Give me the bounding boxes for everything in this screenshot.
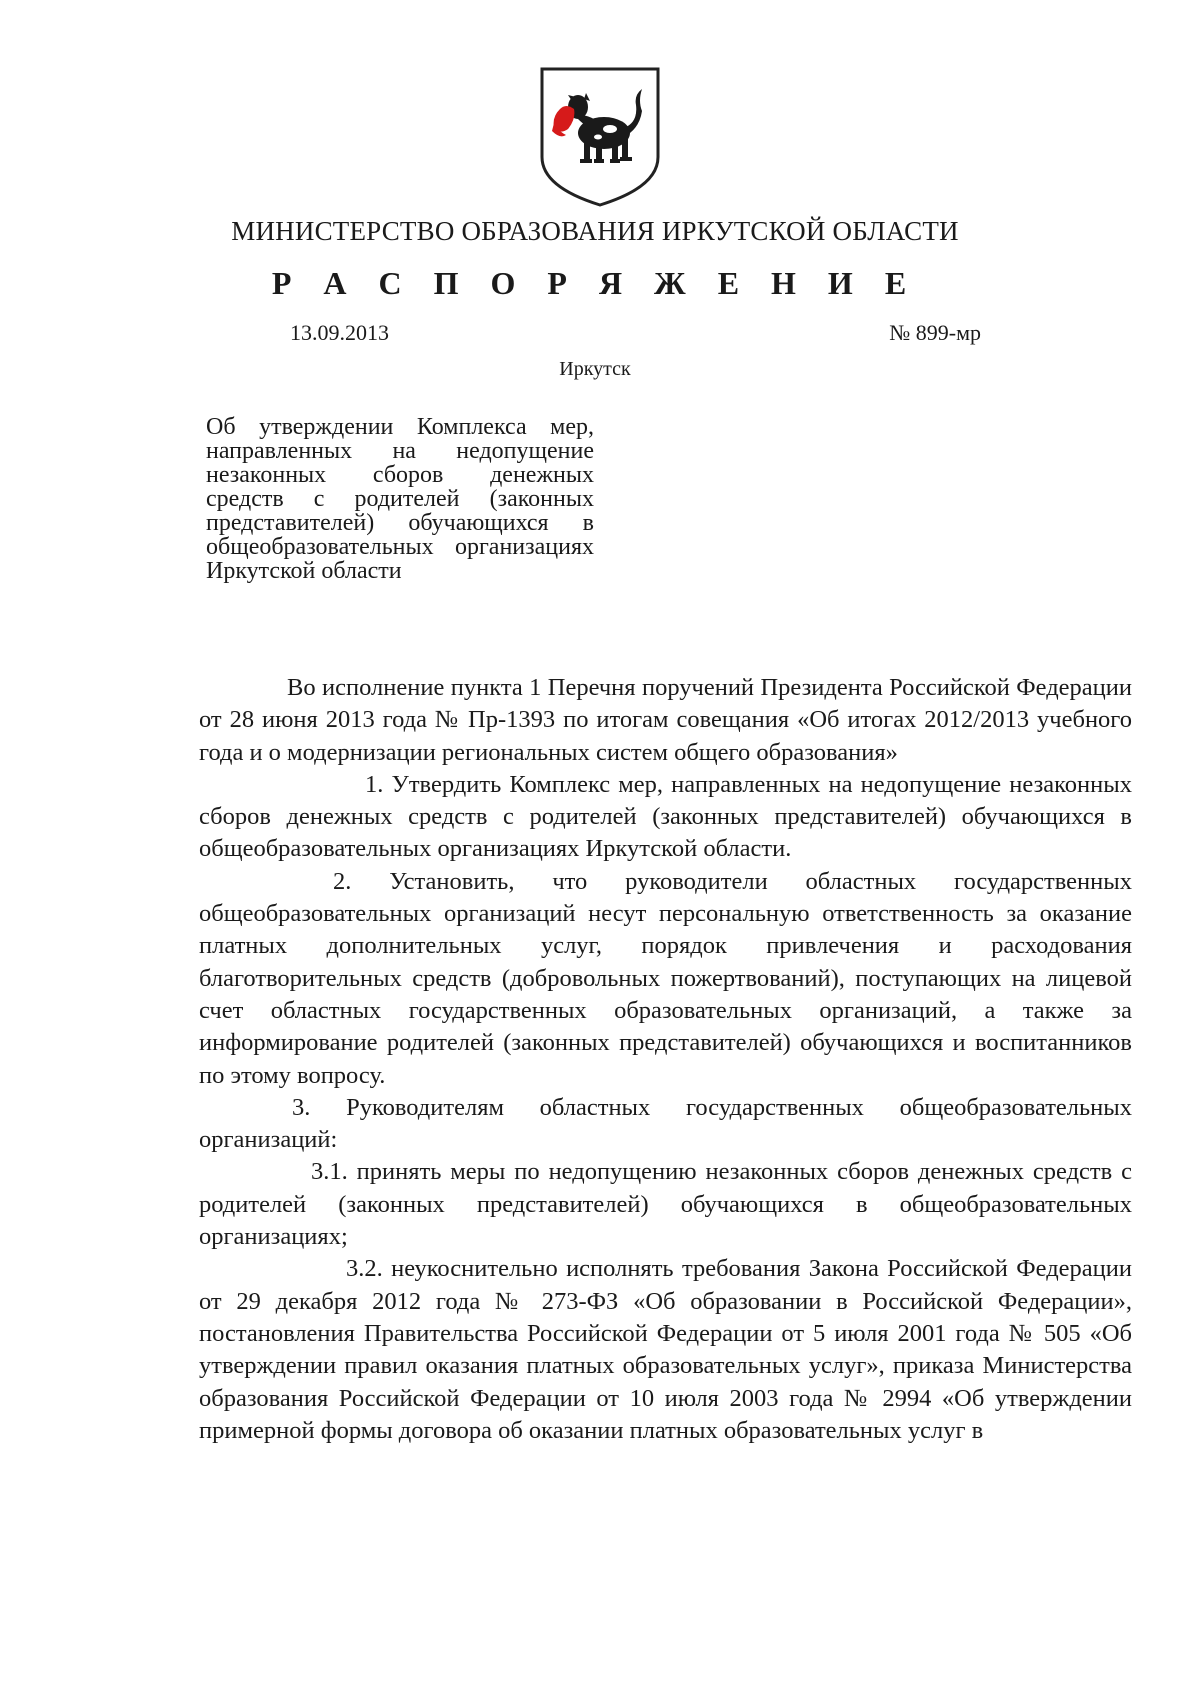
document-subject: Об утверждении Комплекса мер, направленных на недопущение незаконных сборов денежных средств с родителей (законных представителей) обучающихся в общеобразовательных организациях Иркутской области [206,414,594,584]
body-paragraph-item-3-2: 3.2. неукоснительно исполнять требования Закона Российской Федерации от 29 декабря 2012 года № 273-ФЗ «Об образовании в Российской Федерации», постановления Правительства Российской Федерации от 5 июля 2001 года № 505 «Об утверждении правил оказания платных образовательных услуг», приказа Министерства образования Российской Федерации от 10 июля 2003 года № 2994 «Об утверждении примерной формы договора об оказании платных образовательных услуг в [199,1255,1132,1444]
document-date: 13.09.2013 [290,320,389,345]
body-paragraph-item-3-1: 3.1. принять меры по недопущению незаконных сборов денежных средств с родителей (законных представителей) обучающихся в общеобразовательных организациях; [199,1158,1132,1251]
document-city: Иркутск [559,358,631,380]
body-paragraph-item-1: 1. Утвердить Комплекс мер, направленных на недопущение незаконных сборов денежных средств с родителей (законных представителей) обучающихся в общеобразовательных организациях Иркутской области. [199,770,1132,863]
coat-of-arms-icon [538,65,662,209]
body-paragraph-preamble: Во исполнение пункта 1 Перечня поручений Президента Российской Федерации от 28 июня 2013 года № Пр-1393 по итогам совещания «Об итогах 2012/2013 учебного года и о модернизации региональных систем общего образования» [199,674,1132,766]
body-paragraph-item-3: 3. Руководителям областных государственных общеобразовательных организаций: [199,1093,1132,1154]
ministry-name: МИНИСТЕРСТВО ОБРАЗОВАНИЯ ИРКУТСКОЙ ОБЛАСТИ [231,216,959,246]
document-body [199,672,1132,1447]
document-number: № 899-мр [889,320,981,345]
document-title: Р А С П О Р Я Ж Е Н И Е [271,265,919,301]
body-paragraph-item-2: 2. Установить, что руководители областных государственных общеобразовательных организаций несут персональную ответственность за оказание платных дополнительных услуг, порядок привлечения и расходования благотворительных средств (добровольных пожертвований), поступающих на лицевой счет областных государственных образовательных организаций, а также за информирование родителей (законных представителей) обучающихся и воспитанников по этому вопросу. [199,867,1132,1089]
